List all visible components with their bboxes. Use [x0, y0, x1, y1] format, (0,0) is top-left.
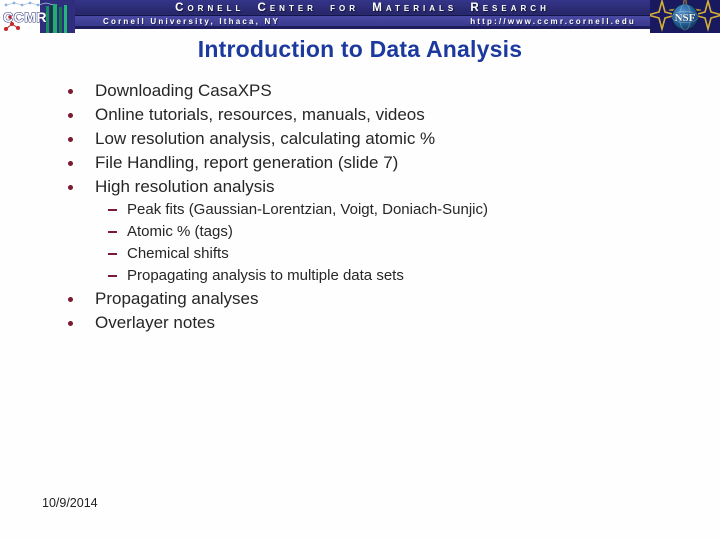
- bullet-dot-icon: [68, 185, 73, 190]
- list-item: [0, 265, 700, 287]
- ccmr-logo-graphic: [0, 0, 75, 33]
- list-item: [0, 287, 700, 311]
- list-item-text: Chemical shifts: [127, 245, 229, 262]
- list-item: [0, 151, 700, 175]
- list-item: [0, 127, 700, 151]
- ccmr-logo-icon: [0, 0, 75, 33]
- nsf-logo-icon: [650, 0, 720, 33]
- list-item-text: Downloading CasaXPS: [95, 81, 272, 100]
- banner-url: http://www.ccmr.cornell.edu: [470, 16, 636, 26]
- list-item: [0, 311, 700, 335]
- banner-address: Cornell University, Ithaca, NY: [103, 16, 280, 26]
- bullet-dot-icon: [68, 89, 73, 94]
- list-item: [0, 221, 700, 243]
- bullet-dot-icon: [68, 297, 73, 302]
- list-item-text: Propagating analyses: [95, 289, 259, 308]
- list-item: [0, 199, 700, 221]
- list-item-text: Propagating analysis to multiple data sets: [127, 267, 404, 284]
- dash-icon: [108, 209, 117, 211]
- list-item: [0, 103, 700, 127]
- banner-org-name: Cornell Center for Materials Research: [175, 1, 550, 14]
- list-item: [0, 175, 700, 199]
- bullet-dot-icon: [68, 137, 73, 142]
- list-item-text: Peak fits (Gaussian-Lorentzian, Voigt, Doniach-Sunjic): [127, 201, 489, 218]
- dash-icon: [108, 253, 117, 255]
- nsf-logo-graphic: [650, 0, 720, 33]
- bullet-dot-icon: [68, 161, 73, 166]
- dash-icon: [108, 275, 117, 277]
- list-item-text: Atomic % (tags): [127, 223, 233, 240]
- banner-center: [75, 0, 650, 33]
- list-item-text: File Handling, report generation (slide 7): [95, 153, 399, 172]
- list-item: [0, 243, 700, 265]
- banner-org-row: [75, 0, 650, 16]
- header-banner: [0, 0, 720, 33]
- nsf-logo-text: NSF: [674, 12, 696, 24]
- banner-sub-row: [75, 16, 650, 29]
- bullet-list: [0, 79, 700, 335]
- list-item-text: High resolution analysis: [95, 177, 275, 196]
- list-item: [0, 79, 700, 103]
- list-item-text: Low resolution analysis, calculating atomic %: [95, 129, 436, 148]
- list-item-text: Overlayer notes: [95, 313, 215, 332]
- slide-date: 10/9/2014: [42, 496, 98, 510]
- ccmr-logo-text: CCMR: [3, 9, 47, 25]
- bullet-dot-icon: [68, 321, 73, 326]
- list-item-text: Online tutorials, resources, manuals, videos: [95, 105, 425, 124]
- bullet-dot-icon: [68, 113, 73, 118]
- slide-title: Introduction to Data Analysis: [197, 36, 523, 62]
- dash-icon: [108, 231, 117, 233]
